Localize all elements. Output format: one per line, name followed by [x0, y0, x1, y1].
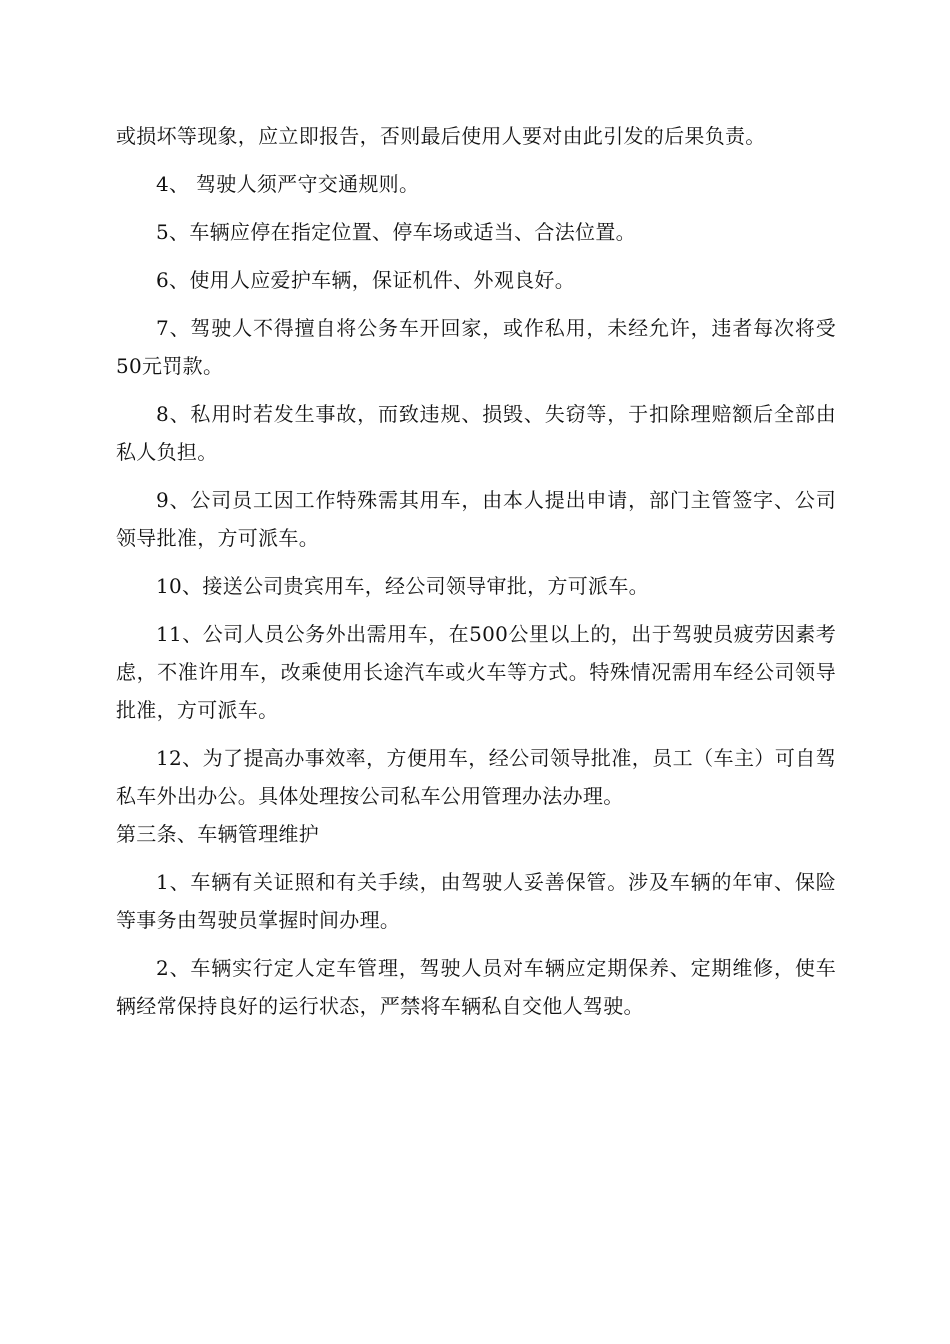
paragraph-rule-6: 6、使用人应爱护车辆，保证机件、外观良好。 — [156, 268, 576, 292]
paragraph-rule-10: 10、接送公司贵宾用车，经公司领导审批，方可派车。 — [156, 574, 649, 598]
paragraph-maintenance-1: 1、车辆有关证照和有关手续，由驾驶人妥善保管。涉及车辆的年审、保险等事务由驾驶员掌握时间办理。 — [116, 870, 836, 932]
section-heading: 第三条、车辆管理维护 — [116, 822, 319, 846]
paragraph-rule-12: 12、为了提高办事效率，方便用车，经公司领导批准，员工（车主）可自驾私车外出办公。具体处理按公司私车公用管理办法办理。 — [116, 746, 836, 808]
document-body — [116, 117, 836, 1035]
paragraph-rule-4: 4、 驾驶人须严守交通规则。 — [156, 172, 420, 196]
paragraph-continuation: 或损坏等现象，应立即报告，否则最后使用人要对由此引发的后果负责。 — [116, 124, 766, 148]
paragraph-rule-11: 11、公司人员公务外出需用车，在500公里以上的，出于驾驶员疲劳因素考虑，不准许用车，改乘使用长途汽车或火车等方式。特殊情况需用车经公司领导批准，方可派车。 — [116, 622, 836, 722]
paragraph-rule-9: 9、公司员工因工作特殊需其用车，由本人提出申请，部门主管签字、公司领导批准，方可派车。 — [116, 488, 836, 550]
paragraph-maintenance-2: 2、车辆实行定人定车管理，驾驶人员对车辆应定期保养、定期维修，使车辆经常保持良好的运行状态，严禁将车辆私自交他人驾驶。 — [116, 956, 836, 1018]
paragraph-rule-7: 7、驾驶人不得擅自将公务车开回家，或作私用，未经允许，违者每次将受50元罚款。 — [116, 316, 836, 378]
paragraph-rule-5: 5、车辆应停在指定位置、停车场或适当、合法位置。 — [156, 220, 636, 244]
paragraph-rule-8: 8、私用时若发生事故，而致违规、损毁、失窃等，于扣除理赔额后全部由私人负担。 — [116, 402, 836, 464]
